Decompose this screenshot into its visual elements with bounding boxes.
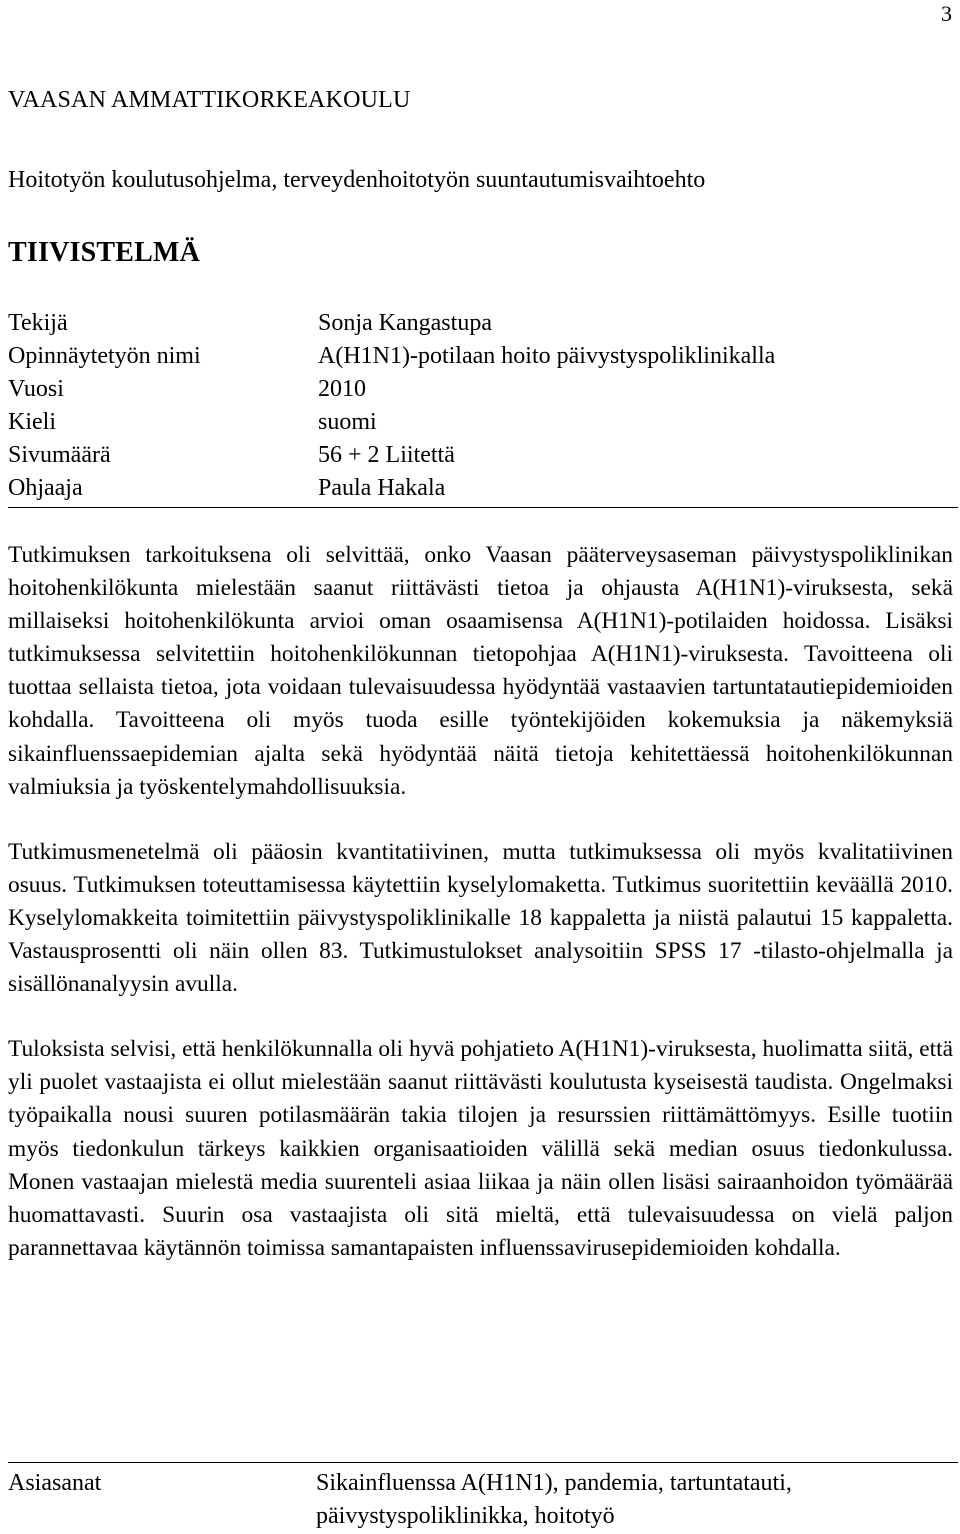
abstract-paragraph: Tutkimuksen tarkoituksena oli selvittää, onko Vaasan pääterveysaseman päivystyspoliklinikan hoitohenkilökunta mielestään saanut riittävästi tietoa ja ohjausta A(H1N1)-viruksesta, sekä millaiseksi hoitohenkilökunta arvioi oman osaamisensa A(H1N1)-potilaiden hoidossa. Lisäksi tutkimuksessa selvitettiin hoitohenkilökunnan tietopohjaa A(H1N1)-viruksesta. Tavoitteena oli tuottaa sellaista tietoa, jota voidaan tulevaisuudessa hyödyntää vastaavien tartuntatautiepidemioiden kohdalla. Tavoitteena oli myös tuoda esille työntekijöiden kokemuksia ja näkemyksiä sikainfluenssaepidemian ajalta sekä hyödyntää näitä tietoja kehitettäessä hoitohenkilökunnan valmiuksia ja työskentelymahdollisuuksia. xyxy=(8,542,953,800)
meta-label: Opinnäytetyön nimi xyxy=(8,343,201,369)
degree-programme: Hoitotyön koulutusohjelma, terveydenhoitotyön suuntautumisvaihtoehto xyxy=(8,167,706,193)
abstract-heading: TIIVISTELMÄ xyxy=(8,237,201,268)
meta-label: Ohjaaja xyxy=(8,475,83,501)
metadata-table xyxy=(8,307,960,505)
meta-label: Tekijä xyxy=(8,310,68,336)
meta-row-title xyxy=(8,340,960,373)
meta-label: Vuosi xyxy=(8,376,64,402)
keywords-line: päivystyspoliklinikka, hoitotyö xyxy=(316,1503,615,1529)
meta-value: Paula Hakala xyxy=(318,475,446,501)
meta-value: 56 + 2 Liitettä xyxy=(318,442,455,468)
keywords-value xyxy=(316,1467,916,1533)
page-number: 3 xyxy=(941,1,952,26)
meta-value: suomi xyxy=(318,409,377,435)
abstract-body xyxy=(8,539,953,1297)
meta-row-language xyxy=(8,406,960,439)
keywords-line: Sikainfluenssa A(H1N1), pandemia, tartuntatauti, xyxy=(316,1470,792,1496)
meta-row-supervisor xyxy=(8,472,960,505)
divider-top xyxy=(8,507,958,508)
meta-value: 2010 xyxy=(318,376,366,402)
meta-row-pages xyxy=(8,439,960,472)
meta-row-author xyxy=(8,307,960,340)
meta-row-year xyxy=(8,373,960,406)
meta-value: A(H1N1)-potilaan hoito päivystyspoliklinikalla xyxy=(318,343,776,369)
institution-name: VAASAN AMMATTIKORKEAKOULU xyxy=(8,87,411,113)
meta-value: Sonja Kangastupa xyxy=(318,310,492,336)
divider-bottom xyxy=(8,1462,958,1463)
meta-label: Kieli xyxy=(8,409,56,435)
meta-label: Sivumäärä xyxy=(8,442,111,468)
abstract-paragraph: Tuloksista selvisi, että henkilökunnalla oli hyvä pohjatieto A(H1N1)-viruksesta, huolimatta siitä, että yli puolet vastaajista ei ollut mielestään saanut riittävästi koulutusta kyseisestä taudista. Ongelmaksi työpaikalla nousi suuren potilasmäärän takia tilojen ja resurssien riittämättömyys. Esille tuotiin myös tiedonkulun tärkeys kaikkien organisaatioiden välillä sekä median osuus tiedonkulussa. Monen vastaajan mielestä media suurenteli asiaa liikaa ja näin ollen lisäsi sairaanhoidon työmäärää huomattavasti. Suurin osa vastaajista oli sitä mieltä, että tulevaisuudessa on vielä paljon parannettavaa käytännön toimissa samantapaisten influenssavirusepidemioiden kohdalla. xyxy=(8,1036,953,1261)
keywords-label: Asiasanat xyxy=(8,1470,102,1496)
abstract-paragraph: Tutkimusmenetelmä oli pääosin kvantitatiivinen, mutta tutkimuksessa oli myös kvalitatiivinen osuus. Tutkimuksen toteuttamisessa käytettiin kyselylomaketta. Tutkimus suoritettiin keväällä 2010. Kyselylomakkeita toimitettiin päivystyspoliklinikalle 18 kappaletta ja niistä palautui 15 kappaletta. Vastausprosentti oli näin ollen 83. Tutkimustulokset analysoitiin SPSS 17 -tilasto-ohjelmalla ja sisällönanalyysin avulla. xyxy=(8,838,953,998)
